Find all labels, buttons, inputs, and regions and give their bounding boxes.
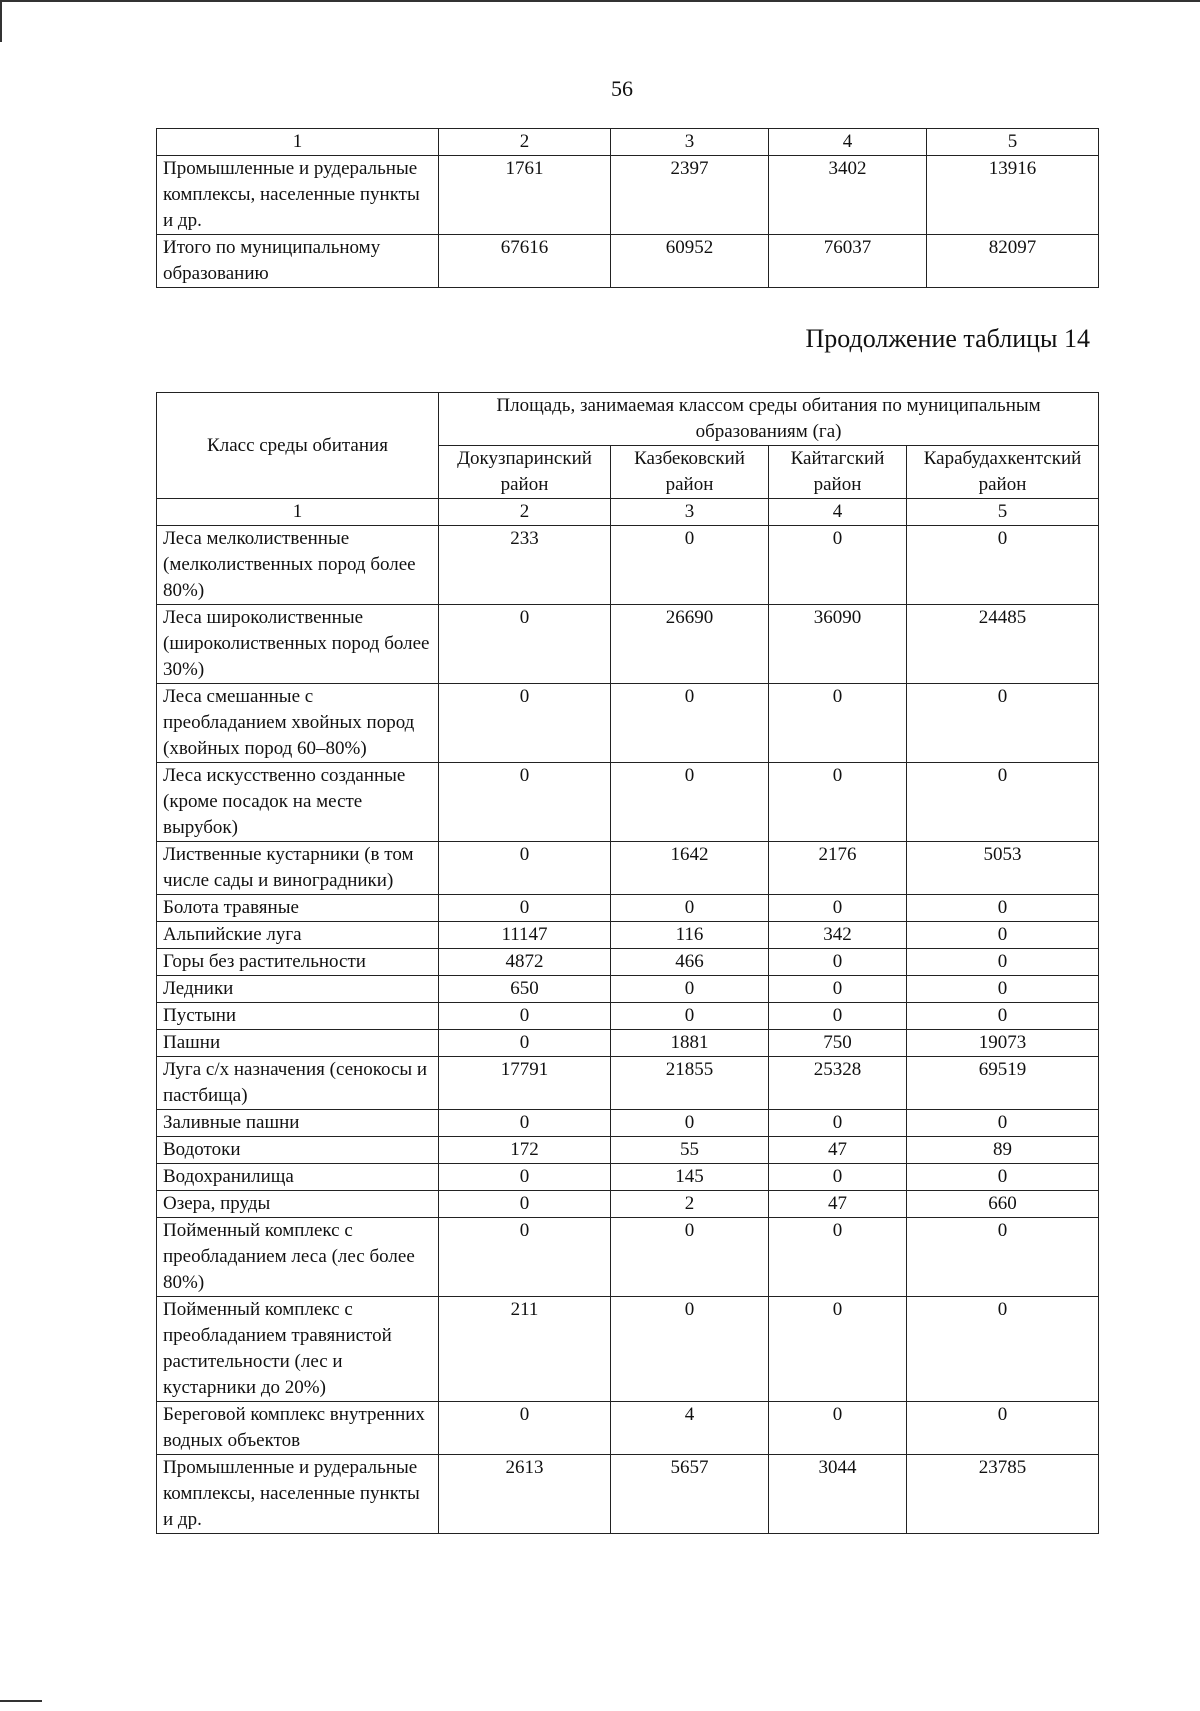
table-row bbox=[157, 976, 1099, 1003]
cell-value: 342 bbox=[769, 922, 907, 949]
header-district: Казбековский район bbox=[611, 446, 769, 499]
cell-value: 21855 bbox=[611, 1057, 769, 1110]
table-row bbox=[157, 895, 1099, 922]
header-row-group bbox=[157, 393, 1099, 446]
cell-value: 0 bbox=[769, 1297, 907, 1402]
cell-value: 82097 bbox=[927, 235, 1099, 288]
cell-value: 0 bbox=[611, 1003, 769, 1030]
row-label: Промышленные и рудеральные комплексы, населенные пункты и др. bbox=[157, 1455, 439, 1534]
cell-value: 2 bbox=[611, 1191, 769, 1218]
cell-value: 13916 bbox=[927, 156, 1099, 235]
cell-value: 0 bbox=[769, 1164, 907, 1191]
row-label: Ледники bbox=[157, 976, 439, 1003]
row-label: Итого по муниципальному образованию bbox=[157, 235, 439, 288]
cell-value: 145 bbox=[611, 1164, 769, 1191]
col-number: 1 bbox=[157, 129, 439, 156]
col-number: 1 bbox=[157, 499, 439, 526]
col-number: 4 bbox=[769, 499, 907, 526]
table-row bbox=[157, 684, 1099, 763]
table-row bbox=[157, 156, 1099, 235]
row-label: Пашни bbox=[157, 1030, 439, 1057]
cell-value: 0 bbox=[611, 684, 769, 763]
table-row bbox=[157, 1164, 1099, 1191]
cell-value: 0 bbox=[769, 949, 907, 976]
table-body bbox=[157, 499, 1099, 1534]
row-label: Промышленные и рудеральные комплексы, населенные пункты и др. bbox=[157, 156, 439, 235]
cell-value: 67616 bbox=[439, 235, 611, 288]
col-number: 3 bbox=[611, 129, 769, 156]
row-label: Пойменный комплекс с преобладанием леса (лес более 80%) bbox=[157, 1218, 439, 1297]
cell-value: 3044 bbox=[769, 1455, 907, 1534]
scan-edge-bottom-left bbox=[0, 1700, 42, 1702]
page-number: 56 bbox=[611, 76, 633, 101]
cell-value: 0 bbox=[907, 1402, 1099, 1455]
cell-value: 24485 bbox=[907, 605, 1099, 684]
table-row bbox=[157, 526, 1099, 605]
cell-value: 1761 bbox=[439, 156, 611, 235]
cell-value: 0 bbox=[611, 1218, 769, 1297]
table-row bbox=[157, 605, 1099, 684]
row-label: Водотоки bbox=[157, 1137, 439, 1164]
row-label: Леса мелколиственные (мелколиственных пород более 80%) bbox=[157, 526, 439, 605]
table-row bbox=[157, 1030, 1099, 1057]
cell-value: 1881 bbox=[611, 1030, 769, 1057]
col-number: 5 bbox=[927, 129, 1099, 156]
cell-value: 0 bbox=[439, 1218, 611, 1297]
row-label: Болота травяные bbox=[157, 895, 439, 922]
row-label: Заливные пашни bbox=[157, 1110, 439, 1137]
cell-value: 0 bbox=[907, 922, 1099, 949]
cell-value: 0 bbox=[439, 895, 611, 922]
cell-value: 0 bbox=[439, 1030, 611, 1057]
header-district: Докузпаринский район bbox=[439, 446, 611, 499]
cell-value: 0 bbox=[769, 976, 907, 1003]
cell-value: 172 bbox=[439, 1137, 611, 1164]
cell-value: 0 bbox=[907, 1164, 1099, 1191]
cell-value: 19073 bbox=[907, 1030, 1099, 1057]
row-label: Леса смешанные с преобладанием хвойных пород (хвойных пород 60–80%) bbox=[157, 684, 439, 763]
cell-value: 0 bbox=[907, 976, 1099, 1003]
row-label: Береговой комплекс внутренних водных объектов bbox=[157, 1402, 439, 1455]
row-label: Луга с/х назначения (сенокосы и пастбища) bbox=[157, 1057, 439, 1110]
cell-value: 5657 bbox=[611, 1455, 769, 1534]
cell-value: 0 bbox=[769, 526, 907, 605]
cell-value: 2397 bbox=[611, 156, 769, 235]
col-number: 2 bbox=[439, 499, 611, 526]
cell-value: 0 bbox=[611, 763, 769, 842]
cell-value: 89 bbox=[907, 1137, 1099, 1164]
col-number: 5 bbox=[907, 499, 1099, 526]
cell-value: 3402 bbox=[769, 156, 927, 235]
col-number: 3 bbox=[611, 499, 769, 526]
table-row bbox=[157, 1218, 1099, 1297]
table-row-total bbox=[157, 235, 1099, 288]
cell-value: 0 bbox=[439, 763, 611, 842]
cell-value: 0 bbox=[439, 1110, 611, 1137]
col-number: 4 bbox=[769, 129, 927, 156]
cell-value: 0 bbox=[907, 1297, 1099, 1402]
cell-value: 0 bbox=[907, 895, 1099, 922]
cell-value: 0 bbox=[907, 1003, 1099, 1030]
cell-value: 0 bbox=[769, 1003, 907, 1030]
header-district: Карабудахкентский район bbox=[907, 446, 1099, 499]
cell-value: 0 bbox=[907, 684, 1099, 763]
cell-value: 2176 bbox=[769, 842, 907, 895]
scan-edge-top bbox=[0, 0, 1200, 2]
cell-value: 0 bbox=[769, 1110, 907, 1137]
cell-value: 0 bbox=[611, 895, 769, 922]
table-row bbox=[157, 1402, 1099, 1455]
cell-value: 55 bbox=[611, 1137, 769, 1164]
cell-value: 4872 bbox=[439, 949, 611, 976]
cell-value: 11147 bbox=[439, 922, 611, 949]
cell-value: 0 bbox=[907, 949, 1099, 976]
header-district: Кайтагский район bbox=[769, 446, 907, 499]
table-row bbox=[157, 1110, 1099, 1137]
cell-value: 0 bbox=[439, 1003, 611, 1030]
cell-value: 0 bbox=[769, 684, 907, 763]
cell-value: 0 bbox=[907, 763, 1099, 842]
cell-value: 0 bbox=[907, 526, 1099, 605]
row-label: Пустыни bbox=[157, 1003, 439, 1030]
cell-value: 47 bbox=[769, 1191, 907, 1218]
cell-value: 0 bbox=[439, 684, 611, 763]
cell-value: 0 bbox=[439, 1402, 611, 1455]
header-group-title: Площадь, занимаемая классом среды обитания по муниципальным образованиям (га) bbox=[439, 393, 1099, 446]
cell-value: 0 bbox=[907, 1110, 1099, 1137]
column-number-row bbox=[157, 129, 1099, 156]
cell-value: 211 bbox=[439, 1297, 611, 1402]
cell-value: 0 bbox=[611, 1110, 769, 1137]
table-row bbox=[157, 949, 1099, 976]
table-row bbox=[157, 842, 1099, 895]
cell-value: 0 bbox=[907, 1218, 1099, 1297]
cell-value: 5053 bbox=[907, 842, 1099, 895]
cell-value: 17791 bbox=[439, 1057, 611, 1110]
cell-value: 60952 bbox=[611, 235, 769, 288]
table-top-continuation bbox=[156, 128, 1099, 288]
table-row bbox=[157, 1057, 1099, 1110]
cell-value: 233 bbox=[439, 526, 611, 605]
table-row bbox=[157, 922, 1099, 949]
table-row bbox=[157, 1191, 1099, 1218]
row-label: Альпийские луга bbox=[157, 922, 439, 949]
cell-value: 0 bbox=[439, 1164, 611, 1191]
cell-value: 25328 bbox=[769, 1057, 907, 1110]
row-label: Водохранилища bbox=[157, 1164, 439, 1191]
row-label: Лиственные кустарники (в том числе сады и виноградники) bbox=[157, 842, 439, 895]
cell-value: 4 bbox=[611, 1402, 769, 1455]
cell-value: 750 bbox=[769, 1030, 907, 1057]
cell-value: 26690 bbox=[611, 605, 769, 684]
table-row bbox=[157, 1297, 1099, 1402]
cell-value: 0 bbox=[439, 842, 611, 895]
cell-value: 0 bbox=[611, 976, 769, 1003]
row-label: Леса широколиственные (широколиственных пород более 30%) bbox=[157, 605, 439, 684]
cell-value: 23785 bbox=[907, 1455, 1099, 1534]
cell-value: 36090 bbox=[769, 605, 907, 684]
cell-value: 76037 bbox=[769, 235, 927, 288]
cell-value: 116 bbox=[611, 922, 769, 949]
cell-value: 2613 bbox=[439, 1455, 611, 1534]
col-number: 2 bbox=[439, 129, 611, 156]
cell-value: 0 bbox=[769, 1218, 907, 1297]
cell-value: 660 bbox=[907, 1191, 1099, 1218]
table-row bbox=[157, 1137, 1099, 1164]
cell-value: 0 bbox=[611, 1297, 769, 1402]
cell-value: 47 bbox=[769, 1137, 907, 1164]
row-label: Пойменный комплекс с преобладанием травянистой растительности (лес и кустарники до 20%) bbox=[157, 1297, 439, 1402]
row-label: Горы без растительности bbox=[157, 949, 439, 976]
header-class-column: Класс среды обитания bbox=[157, 393, 439, 499]
scan-edge-left bbox=[0, 0, 2, 42]
cell-value: 1642 bbox=[611, 842, 769, 895]
cell-value: 466 bbox=[611, 949, 769, 976]
table-row bbox=[157, 1455, 1099, 1534]
row-label: Озера, пруды bbox=[157, 1191, 439, 1218]
column-number-row bbox=[157, 499, 1099, 526]
cell-value: 0 bbox=[611, 526, 769, 605]
table-row bbox=[157, 763, 1099, 842]
cell-value: 0 bbox=[769, 1402, 907, 1455]
cell-value: 0 bbox=[439, 1191, 611, 1218]
table-row bbox=[157, 1003, 1099, 1030]
habitat-area-table bbox=[156, 392, 1099, 1534]
cell-value: 0 bbox=[769, 763, 907, 842]
cell-value: 650 bbox=[439, 976, 611, 1003]
cell-value: 0 bbox=[769, 895, 907, 922]
row-label: Леса искусственно созданные (кроме посадок на месте вырубок) bbox=[157, 763, 439, 842]
cell-value: 69519 bbox=[907, 1057, 1099, 1110]
continuation-title: Продолжение таблицы 14 bbox=[805, 324, 1090, 353]
cell-value: 0 bbox=[439, 605, 611, 684]
